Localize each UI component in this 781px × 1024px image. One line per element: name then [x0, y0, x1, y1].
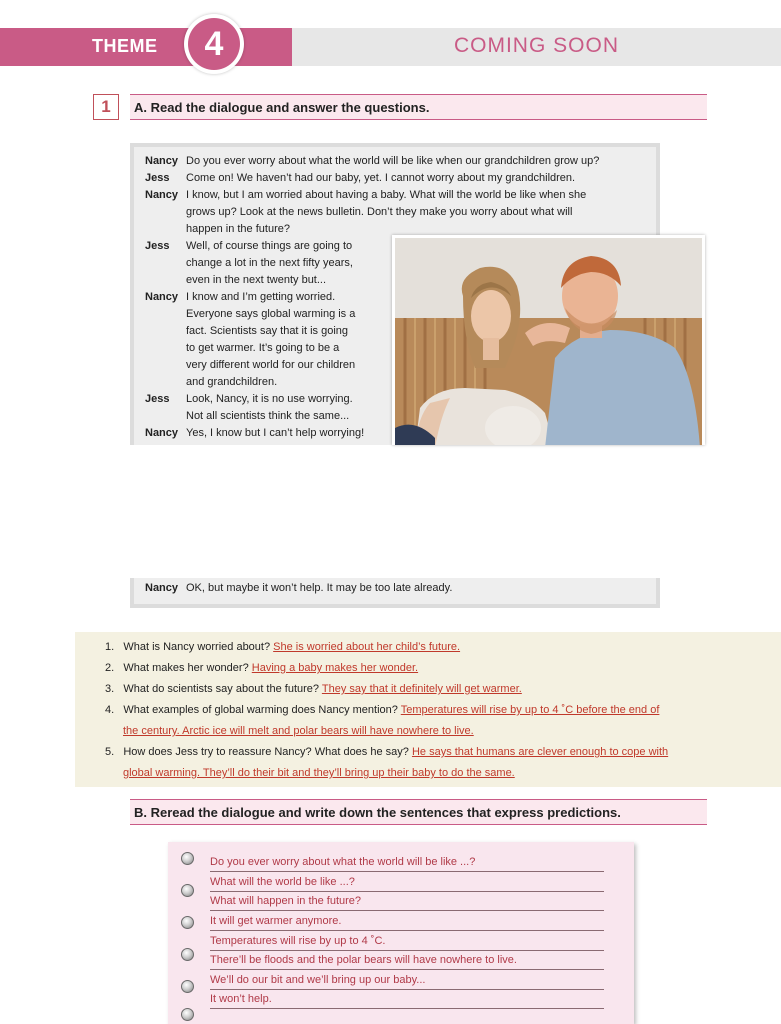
answer-text[interactable]: the century. Arctic ice will melt and polar bears will have nowhere to live.	[123, 725, 474, 737]
notebook-ring-icon	[181, 948, 194, 961]
question-number: 1.	[105, 641, 115, 653]
dialogue-line: grows up? Look at the news bulletin. Don’t they make you worry about what will	[186, 206, 573, 218]
dialogue-line: Everyone says global warming is a	[186, 308, 356, 320]
prediction-line[interactable]: What will the world be like ...?	[210, 875, 604, 892]
speaker-jess: Jess	[145, 172, 170, 184]
answer-text[interactable]: They say that it definitely will get warmer.	[321, 683, 522, 695]
answer-text[interactable]: He says that humans are clever enough to cope with	[411, 746, 669, 758]
section-b-title: B. Reread the dialogue and write down the sentences that express predictions.	[134, 805, 621, 820]
dialogue-line: I know, but I am worried about having a baby. What will the world be like when she	[186, 189, 587, 201]
question-text: What is Nancy worried about?	[123, 641, 271, 653]
dialogue-line: Do you ever worry about what the world will be like when our grandchildren grow up?	[186, 155, 600, 167]
dialogue-line: to get warmer. It’s going to be a	[186, 342, 340, 354]
couple-photo	[392, 235, 705, 445]
dialogue-line: even in the next twenty but...	[186, 274, 327, 286]
section-b-heading	[130, 799, 707, 825]
answer-text[interactable]: Having a baby makes her wonder.	[251, 662, 419, 674]
dialogue-line: Not all scientists think the same...	[186, 410, 350, 422]
question-text: How does Jess try to reassure Nancy? What does he say?	[123, 746, 409, 758]
answer-continuation	[123, 725, 474, 737]
speaker-nancy: Nancy	[145, 155, 179, 167]
photo-couple-illustration	[395, 238, 702, 445]
prediction-line[interactable]: We’ll do our bit and we’ll bring up our baby...	[210, 973, 604, 990]
question-number: 5.	[105, 746, 115, 758]
speaker-jess: Jess	[145, 240, 170, 252]
answer-text[interactable]: She is worried about her child’s future.	[273, 641, 461, 653]
dialogue-line: Look, Nancy, it is no use worrying.	[186, 393, 353, 405]
speaker-jess: Jess	[145, 393, 170, 405]
dialogue-line: OK, but maybe it won’t help. It may be too late already.	[186, 582, 453, 594]
dialogue-line: I know and I’m getting worried.	[186, 291, 336, 303]
prediction-line[interactable]: Do you ever worry about what the world will be like ...?	[210, 855, 604, 872]
prediction-line[interactable]: It won’t help.	[210, 992, 604, 1009]
notebook-ring-icon	[181, 916, 194, 929]
notebook-ring-icon	[181, 852, 194, 865]
dialogue-line: very different world for our children	[186, 359, 356, 371]
dialogue-line: and grandchildren.	[186, 376, 278, 388]
question-item	[105, 683, 522, 695]
speaker-nancy: Nancy	[145, 291, 179, 303]
dialogue-line: change a lot in the next fifty years,	[186, 257, 353, 269]
notebook-ring-icon	[181, 980, 194, 993]
prediction-line[interactable]: What will happen in the future?	[210, 894, 604, 911]
question-item	[105, 641, 460, 653]
speaker-nancy: Nancy	[145, 427, 179, 439]
notebook-ring-icon	[181, 1008, 194, 1021]
answer-text[interactable]: Temperatures will rise by up to 4 ˚C before the end of	[400, 704, 660, 716]
answer-continuation	[123, 767, 515, 779]
question-text: What examples of global warming does Nancy mention?	[123, 704, 398, 716]
question-number: 2.	[105, 662, 115, 674]
theme-number: 4	[188, 18, 240, 70]
question-item	[105, 704, 659, 716]
question-text: What makes her wonder?	[123, 662, 249, 674]
dialogue-line: happen in the future?	[186, 223, 290, 235]
question-number: 3.	[105, 683, 115, 695]
question-text: What do scientists say about the future?	[123, 683, 320, 695]
question-item	[105, 662, 418, 674]
section-a-heading	[130, 94, 707, 120]
dialogue-line: fact. Scientists say that it is going	[186, 325, 349, 337]
theme-label: THEME	[92, 36, 158, 56]
prediction-line[interactable]: Temperatures will rise by up to 4 ˚C.	[210, 934, 604, 951]
dialogue-line: Well, of course things are going to	[186, 240, 353, 252]
dialogue-line: Come on! We haven’t had our baby, yet. I cannot worry about my grandchildren.	[186, 172, 576, 184]
question-number: 4.	[105, 704, 115, 716]
speaker-nancy: Nancy	[145, 189, 179, 201]
prediction-line[interactable]: It will get warmer anymore.	[210, 914, 604, 931]
exercise-number: 1	[93, 94, 119, 120]
section-a-title: A. Read the dialogue and answer the questions.	[134, 100, 430, 115]
dialogue-line: Yes, I know but I can’t help worrying!	[186, 427, 365, 439]
page-title: COMING SOON	[453, 34, 619, 57]
prediction-line[interactable]: There’ll be floods and the polar bears will have nowhere to live.	[210, 953, 604, 970]
answer-text[interactable]: global warming. They’ll do their bit and they’ll bring up their baby to do the same.	[123, 767, 515, 779]
notebook-ring-icon	[181, 884, 194, 897]
speaker-nancy: Nancy	[145, 582, 179, 594]
question-item	[105, 746, 668, 758]
